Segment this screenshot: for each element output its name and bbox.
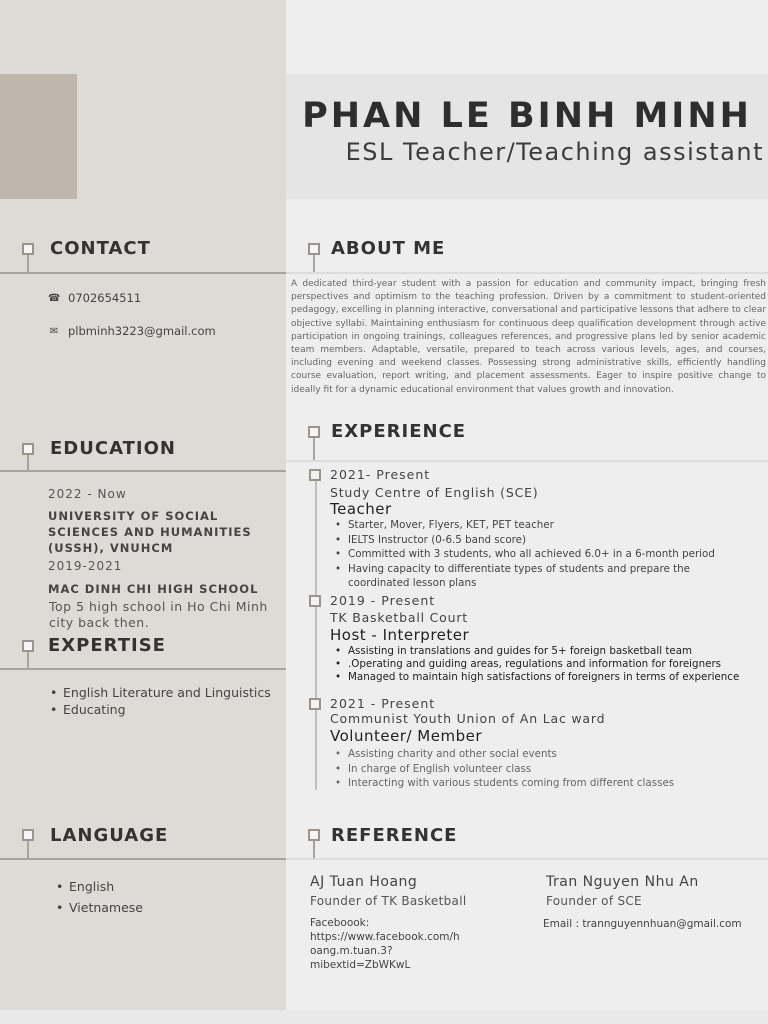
about-heading: ABOUT ME xyxy=(331,238,446,259)
experience-section-marker xyxy=(308,426,320,438)
job-2-organization: TK Basketball Court xyxy=(330,610,468,625)
education-school-1: UNIVERSITY OF SOCIAL SCIENCES AND HUMANITIES (USSH), VNUHCM xyxy=(48,509,252,555)
person-name: PHAN LE BINH MINH xyxy=(302,96,752,136)
job-2-role: Host - Interpreter xyxy=(330,626,470,644)
job-3-date: 2021 - Present xyxy=(330,696,436,711)
reference-1-contact-line[interactable]: mibextid=ZbWKwL xyxy=(310,959,411,971)
reference-2-contact[interactable]: Email : trannguyennhuan@gmail.com xyxy=(543,918,742,930)
expertise-divider xyxy=(0,668,286,670)
education-divider xyxy=(0,470,286,472)
list-item: • IELTS Instructor (0-6.5 band score) xyxy=(333,533,733,548)
job-3-organization: Communist Youth Union of An Lac ward xyxy=(330,711,606,726)
reference-heading: REFERENCE xyxy=(331,825,458,846)
education-date-1: 2022 - Now xyxy=(48,487,127,501)
job-2-marker xyxy=(309,595,321,607)
list-item: • .Operating and guiding areas, regulations and information for foreigners xyxy=(333,658,753,671)
list-item: • Starter, Mover, Flyers, KET, PET teacher xyxy=(333,518,733,533)
job-1-duties xyxy=(333,518,733,591)
phone-number[interactable]: 0702654511 xyxy=(68,291,142,305)
experience-marker-line xyxy=(313,438,315,460)
reference-divider xyxy=(286,858,768,860)
experience-divider xyxy=(286,460,768,462)
language-section-marker xyxy=(22,829,34,841)
reference-2-role: Founder of SCE xyxy=(546,894,642,908)
education-school-2: MAC DINH CHI HIGH SCHOOL xyxy=(48,582,259,596)
job-1-date: 2021- Present xyxy=(330,467,431,482)
contact-divider xyxy=(0,272,286,274)
reference-1-name: AJ Tuan Hoang xyxy=(310,874,418,890)
language-heading: LANGUAGE xyxy=(50,825,169,846)
reference-1-role: Founder of TK Basketball xyxy=(310,894,467,908)
job-1-role: Teacher xyxy=(330,500,392,518)
job-2-date: 2019 - Present xyxy=(330,593,436,608)
contact-email-row xyxy=(48,324,216,338)
reference-1-contact xyxy=(310,916,480,972)
expertise-heading: EXPERTISE xyxy=(48,635,166,656)
job-1-organization: Study Centre of English (SCE) xyxy=(330,485,539,500)
list-item: • Interacting with various students coming from different classes xyxy=(333,776,753,791)
reference-section-marker xyxy=(308,829,320,841)
job-title: ESL Teacher/Teaching assistant xyxy=(345,138,764,166)
education-heading: EDUCATION xyxy=(50,438,176,459)
about-section-marker xyxy=(308,243,320,255)
job-1-marker xyxy=(309,469,321,481)
education-note: Top 5 high school in Ho Chi Minh city back then. xyxy=(49,599,268,630)
education-section-marker xyxy=(22,443,34,455)
experience-heading: EXPERIENCE xyxy=(331,421,467,442)
about-divider xyxy=(286,272,768,274)
language-divider xyxy=(0,858,286,860)
language-list xyxy=(54,876,143,918)
reference-1-contact-line[interactable]: oang.m.tuan.3? xyxy=(310,945,393,957)
job-3-role: Volunteer/ Member xyxy=(330,727,482,745)
job-3-marker xyxy=(309,698,321,710)
expertise-marker-line xyxy=(27,652,29,669)
reference-1-contact-line[interactable]: https://www.facebook.com/h xyxy=(310,931,460,943)
bottom-strip xyxy=(0,1010,768,1024)
list-item: • In charge of English volunteer class xyxy=(333,762,753,777)
header-band xyxy=(286,74,768,199)
phone-icon: ☎ xyxy=(48,292,61,304)
expertise-list xyxy=(48,684,271,718)
list-item: • English xyxy=(54,876,143,897)
email-address[interactable]: plbminh3223@gmail.com xyxy=(68,324,216,338)
list-item: • Having capacity to differentiate types of students and prepare the coordinated lesson plans xyxy=(333,562,733,591)
list-item: • Managed to maintain high satisfactions of foreigners in terms of experience xyxy=(333,671,753,684)
reference-2-name: Tran Nguyen Nhu An xyxy=(546,874,699,890)
education-marker-line xyxy=(27,455,29,471)
job-3-duties xyxy=(333,747,753,791)
experience-timeline xyxy=(315,480,317,790)
reference-marker-line xyxy=(313,841,315,859)
envelope-icon: ✉ xyxy=(49,325,59,337)
list-item: • Educating xyxy=(48,701,271,718)
list-item: • Assisting in translations and guides for 5+ foreign basketball team xyxy=(333,645,753,658)
education-date-2: 2019-2021 xyxy=(48,559,123,573)
reference-1-contact-line: Faceboook: xyxy=(310,917,370,929)
decorative-square xyxy=(0,74,77,199)
expertise-section-marker xyxy=(22,640,34,652)
list-item: • English Literature and Linguistics xyxy=(48,684,271,701)
about-text: A dedicated third-year student with a passion for education and community impact, bringing fresh perspectives and optimism to the teaching profession. Driven by a commitment to student-oriented pedagogy, excelling in planning interactive, conversational and participative lessons that adhere to clear objective syllabi. Maintaining enthusiasm for continuous deep qualification development through active participation in ongoing trainings, colleagues references, and progressive plans led by senior academic team members. Adaptable, versatile, prepared to teach across various levels, ages, and courses, including evening and weekend classes. Possessing strong administrative skills, efficiently handling course evaluation, report writing, and placement assessments. Eager to inspire positive change to ideally fit for a dynamic educational environment that values growth and innovation. xyxy=(291,279,766,395)
list-item: • Assisting charity and other social events xyxy=(333,747,753,762)
list-item: • Committed with 3 students, who all achieved 6.0+ in a 6-month period xyxy=(333,547,733,562)
language-marker-line xyxy=(27,841,29,859)
list-item: • Vietnamese xyxy=(54,897,143,918)
contact-heading: CONTACT xyxy=(50,238,151,259)
contact-section-marker xyxy=(22,243,34,255)
job-2-duties xyxy=(333,645,753,683)
contact-phone-row xyxy=(48,291,141,305)
